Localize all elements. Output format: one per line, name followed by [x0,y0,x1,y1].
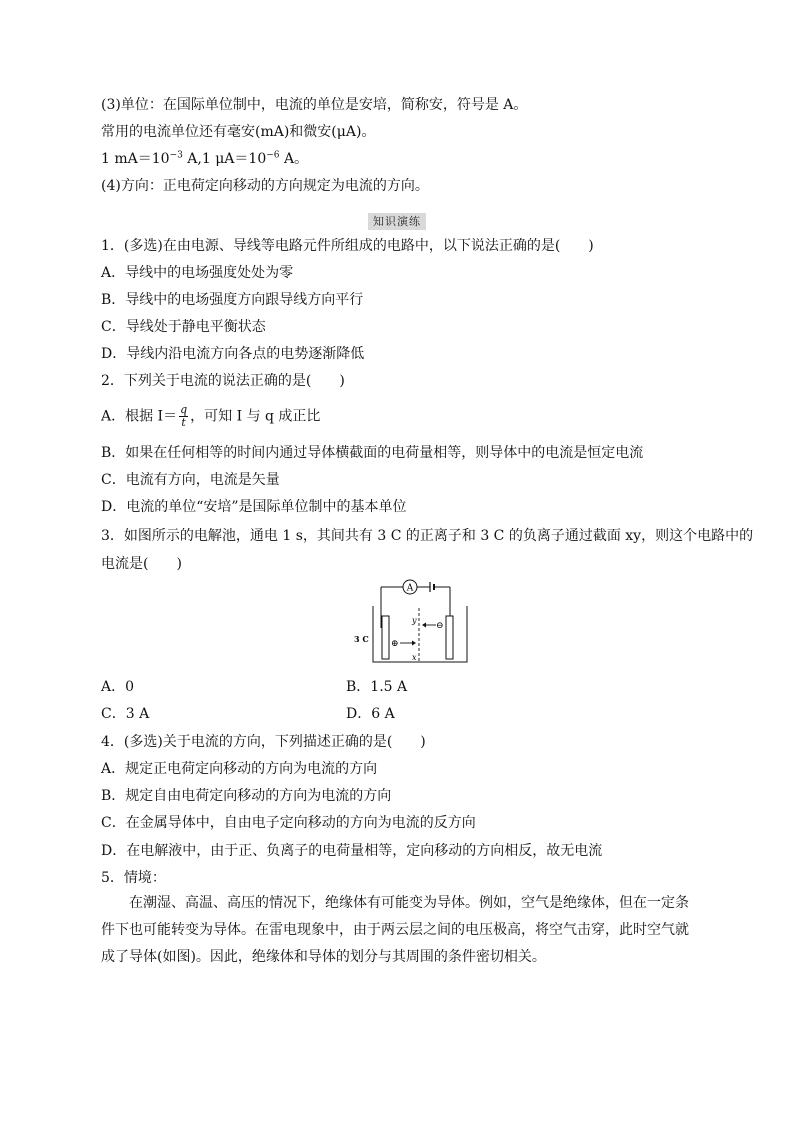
q5-stem: 5．情境： [101,870,166,886]
charge-label: 3 C [354,634,369,644]
q3-stem-line1: 3．如图所示的电解池，通电 1 s，其间共有 3 C 的正离子和 3 C 的负离子通过截面 xy，则这个电路中的 [101,528,754,544]
left-electrode [382,616,389,659]
q4-option-a: A．规定正电荷定向移动的方向为电流的方向 [101,761,378,777]
q2-option-a [101,404,320,429]
q1-option-b: B．导线中的电场强度方向跟导线方向平行 [101,292,364,308]
conversion-exponent-1: −3 [169,150,183,161]
y-label: y [412,616,417,625]
q2-option-c: C．电流有方向，电流是矢量 [101,472,280,488]
q2-stem: 2．下列关于电流的说法正确的是( ) [101,373,345,389]
common-units-line: 常用的电流单位还有毫安(mA)和微安(μA)。 [101,124,376,140]
q4-option-c: C．在金属导体中，自由电子定向移动的方向为电流的反方向 [101,815,476,831]
conversion-part-c: A。 [279,151,309,167]
q5-paragraph: 在潮湿、高温、高压的情况下，绝缘体有可能变为导体。例如，空气是绝缘体，但在一定条件下也可能转变为导体。在雷电现象中，由于两云层之间的电压极高，将空气击穿，此时空气就成了导体(如图)。因此，绝缘体和导体的划分与其周围的条件密切相关。 [101,895,689,965]
q4-option-d: D．在电解液中，由于正、负离子的电荷量相等，定向移动的方向相反，故无电流 [101,843,603,859]
q2-option-d: D．电流的单位“安培”是国际单位制中的基本单位 [101,499,407,515]
conversion-exponent-2: −6 [266,150,280,161]
positive-arrow-head [412,641,416,646]
fraction-numerator: q [180,403,188,416]
unit-conversion-line [101,150,308,168]
q1-stem: 1．(多选)在由电源、导线等电路元件所组成的电路中，以下说法正确的是( ) [101,238,594,254]
electrolytic-cell-figure [350,578,470,668]
q1-option-c: C．导线处于静电平衡状态 [101,319,266,335]
x-label: x [412,653,417,662]
fraction-q-over-t [179,404,188,429]
q2-option-a-prefix: A．根据 I＝ [101,408,178,425]
direction-line: (4)方向：正电荷定向移动的方向规定为电流的方向。 [101,178,429,194]
negative-arrow-head [422,623,426,628]
q2-option-a-suffix: ，可知 I 与 q 成正比 [190,408,321,425]
q4-stem: 4．(多选)关于电流的方向，下列描述正确的是( ) [101,734,426,750]
negative-ion-icon: ⊖ [436,621,444,631]
q3-option-d: D．6 A [346,706,395,722]
ammeter-label: A [406,583,414,594]
q4-option-b: B．规定自由电荷定向移动的方向为电流的方向 [101,788,392,804]
q3-option-c: C．3 A [101,706,150,722]
q2-option-b: B．如果在任何相等的时间内通过导体横截面的电荷量相等，则导体中的电流是恒定电流 [101,445,644,461]
q3-option-a: A．0 [101,679,135,695]
positive-ion-icon: ⊕ [391,639,399,649]
fraction-denominator: t [181,416,186,429]
q1-option-a: A．导线中的电场强度处处为零 [101,265,294,281]
right-electrode [446,616,453,659]
conversion-part-a: 1 mA＝10 [101,151,170,167]
q3-stem-line2: 电流是( ) [101,556,182,572]
q1-option-d: D．导线内沿电流方向各点的电势逐渐降低 [101,346,365,362]
unit-line: (3)单位：在国际单位制中，电流的单位是安培，简称安，符号是 A。 [101,97,528,113]
conversion-part-b: A,1 μA＝10 [182,151,267,167]
q3-option-b: B．1.5 A [346,679,408,695]
practice-banner: 知识演练 [368,213,426,230]
